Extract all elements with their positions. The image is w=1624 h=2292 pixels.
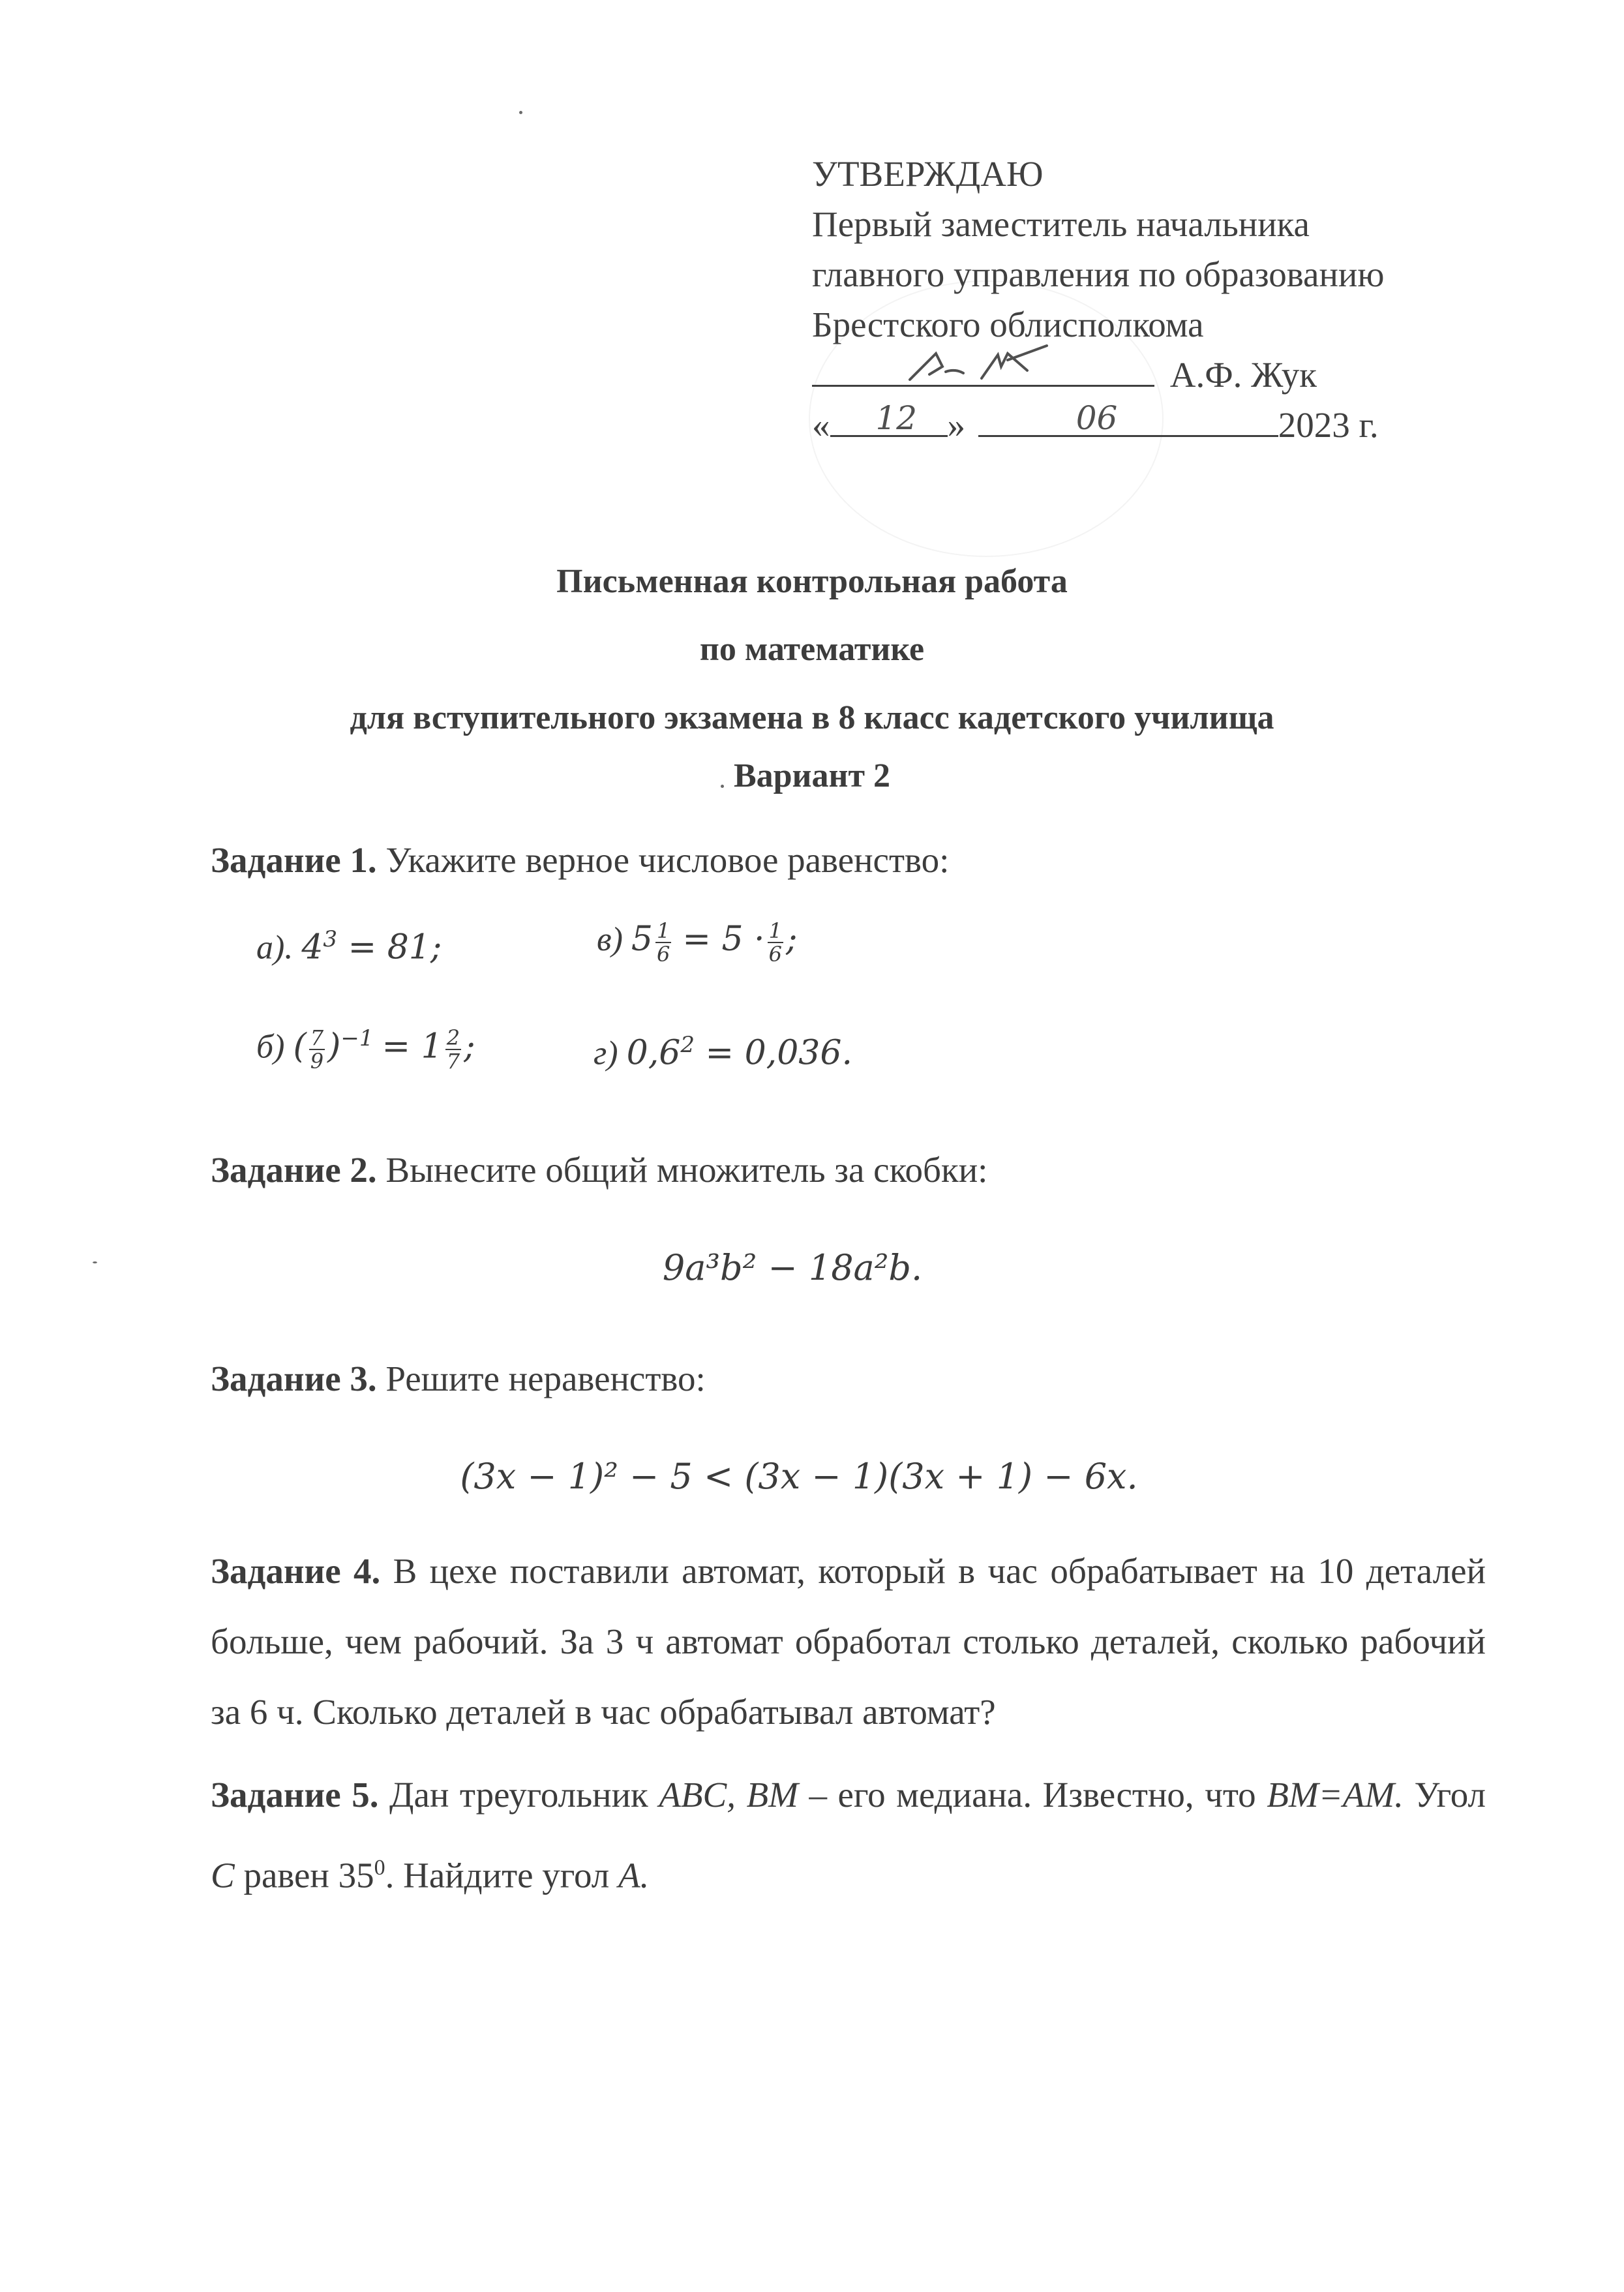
task-5-text-3: Угол: [1414, 1775, 1486, 1815]
option-b-frac2-num: 2: [446, 1025, 460, 1051]
option-a-rest: = 81;: [337, 927, 442, 967]
title-line3: для вступительного экзамена в 8 класс кадетского училища: [350, 699, 1274, 736]
option-v-letter: в): [597, 921, 623, 958]
task-1-option-v: [597, 920, 797, 965]
option-g-base: 0,6: [626, 1033, 681, 1073]
option-b-open: (: [293, 1027, 307, 1066]
task-2-text: Вынесите общий множитель за скобки:: [385, 1150, 988, 1190]
option-b-end: ;: [464, 1027, 475, 1066]
task-3-expression: (3x − 1)² − 5 < (3x − 1)(3x + 1) − 6x.: [460, 1456, 1138, 1497]
option-b-frac2: [445, 1027, 461, 1072]
task-3-text: Решите неравенство:: [385, 1359, 706, 1398]
date-line: [812, 400, 1464, 450]
option-v-frac1-den: 6: [656, 942, 670, 967]
task-2: [211, 1135, 1489, 1205]
variant-title: Вариант 2: [733, 757, 891, 794]
option-b-frac1-den: 9: [310, 1049, 324, 1074]
option-v-frac1: [655, 920, 671, 965]
signer-name: А.Ф. Жук: [1169, 355, 1317, 395]
task-3-label: Задание 3.: [211, 1359, 377, 1398]
date-year: 2023 г.: [1278, 405, 1379, 445]
task-5-equality: BM=AM.: [1267, 1775, 1404, 1815]
option-a-base: 4: [301, 927, 323, 967]
option-g-rest: = 0,036.: [694, 1033, 852, 1073]
task-5-text-4: равен 35: [234, 1855, 374, 1895]
option-b-mid: = 1: [382, 1027, 443, 1066]
task-5-angle-a: A.: [618, 1855, 650, 1895]
task-1-label: Задание 1.: [211, 840, 377, 880]
title-line1: Письменная контрольная работа: [556, 563, 1068, 600]
option-v-mid: = 5 ·: [682, 920, 765, 959]
task-1: [211, 825, 1489, 896]
option-b-frac1: [309, 1027, 325, 1072]
signature-blank: [812, 351, 1154, 387]
signature-scribble: [812, 340, 1154, 393]
scan-dot: [519, 111, 522, 114]
date-close-quote: »: [947, 405, 965, 445]
option-v-frac2-den: 6: [768, 942, 782, 967]
task-1-option-b: [256, 1025, 475, 1072]
option-b-exp: −1: [340, 1025, 374, 1051]
task-3: [211, 1344, 1489, 1414]
approval-position-line1: Первый заместитель начальника: [812, 204, 1310, 244]
task-5: [211, 1758, 1486, 1912]
option-b-frac2-den: 7: [446, 1049, 460, 1074]
option-v-whole: 5: [631, 920, 653, 959]
approval-position-line2: главного управления по образованию: [812, 254, 1385, 294]
task-2-label: Задание 2.: [211, 1150, 377, 1190]
option-v-end: ;: [785, 920, 798, 959]
approval-title: УТВЕРЖДАЮ: [812, 154, 1044, 194]
option-g-letter: г): [594, 1034, 618, 1072]
task-4-text: В цехе поставили автомат, который в час обрабатывает на 10 деталей больше, чем рабочий. За 3 ч автомат обработал столько деталей, сколько рабочий за 6 ч. Сколько деталей в час обрабатывал автомат?: [211, 1551, 1486, 1732]
approval-position-line3: Брестского облисполкома: [812, 305, 1204, 344]
task-5-text-2: – его медиана. Известно, что: [798, 1775, 1267, 1815]
task-1-option-a: [256, 926, 442, 967]
option-v-frac1-num: 1: [656, 918, 670, 944]
task-5-degree: 0: [374, 1856, 385, 1880]
task-5-text-5: . Найдите угол: [385, 1855, 618, 1895]
task-5-text-1: Дан треугольник: [389, 1775, 659, 1815]
date-day: 12: [875, 399, 918, 437]
task-5-label: Задание 5.: [211, 1775, 379, 1815]
task-2-expression: 9a³b² − 18a²b.: [662, 1247, 923, 1288]
option-g-exp: 2: [680, 1032, 695, 1058]
option-b-frac1-num: 7: [310, 1025, 324, 1051]
date-open-quote: «: [812, 405, 830, 445]
task-4-label: Задание 4.: [211, 1551, 381, 1591]
date-month: 06: [1075, 399, 1118, 437]
task-1-text: Укажите верное числовое равенство:: [385, 840, 950, 880]
approval-block: [812, 149, 1464, 450]
option-b-letter: б): [256, 1028, 285, 1066]
task-5-triangle: ABC, BM: [659, 1775, 798, 1815]
task-5-angle-c: C: [211, 1855, 235, 1895]
signature-line: [812, 350, 1464, 400]
task-4: [211, 1536, 1486, 1747]
option-v-frac2: [768, 920, 783, 965]
date-month-blank: [978, 401, 1278, 437]
option-b-close: ): [327, 1027, 341, 1066]
date-day-blank: [830, 401, 948, 437]
title-line2: по математике: [699, 631, 925, 668]
option-a-letter: а).: [256, 929, 293, 967]
option-v-frac2-num: 1: [768, 918, 782, 944]
option-a-exp: 3: [323, 926, 338, 952]
task-1-option-g: [594, 1032, 852, 1072]
